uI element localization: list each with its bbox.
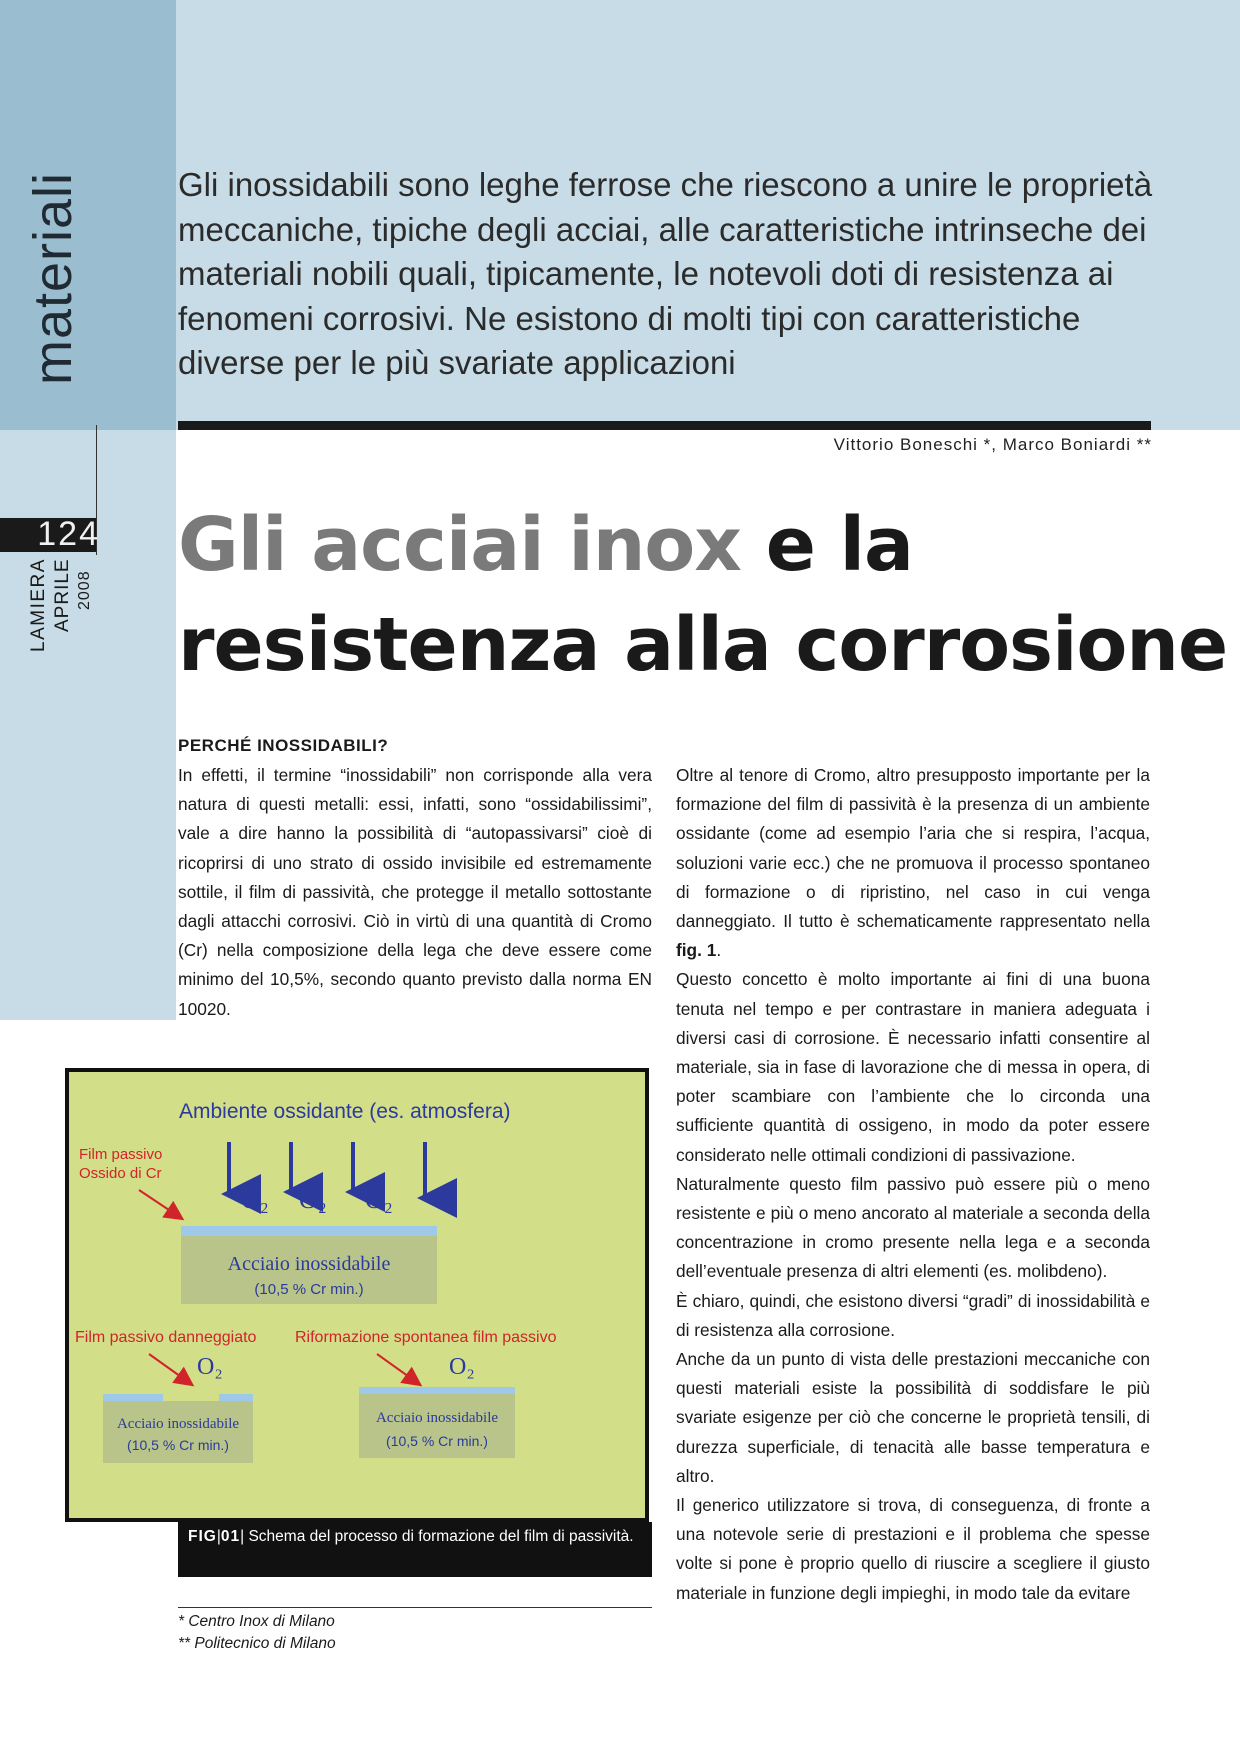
reform-pointer-arrow [377, 1354, 419, 1384]
passivation-diagram-svg [69, 1072, 645, 1518]
body-right-paragraph-2: Questo concetto è molto importante ai fini di una buona tenuta nel tempo e per contrastare in maniera adeguata i diversi casi di corrosione. È necessario infatti consentire al materiale, sia in fase di lavorazione che di messa in opera, di poter scambiare con l’ambiente che lo circonda una sufficiente quantità di ossigeno, in modo da poter essere considerato nelle ottimali condizioni di passivazione. [676, 969, 1150, 1165]
steel-label-reformed: Acciaio inossidabile [375, 1410, 499, 1426]
o2-label-5: O₂ [449, 1354, 475, 1380]
body-text: Oltre al tenore di Cromo, altro presupposto importante per la formazione del film di passività è la presenza di un ambiente ossidante (come ad esempio l’aria che si respira, l’acqua, soluzioni varie ecc.) che ne promuova il processo spontaneo di formazione o di ripristino, nel caso in cui venga danneggiato. Il tutto è schematicamente rappresentato nella [676, 765, 1150, 932]
body-right-paragraph-5: Anche da un punto di vista delle prestazioni meccaniche con questi materiali esiste la possibilità di soddisfare le più svariate esigenze per ciò che concerne le proprietà tensili, di durezza superficiale, di tenacità alle basse temperatura e altro. [676, 1349, 1150, 1486]
film-label-line2: Ossido di Cr [79, 1165, 162, 1182]
o2-label-2: O₂ [299, 1185, 327, 1214]
body-text: . [716, 940, 722, 961]
body-left-paragraph: In effetti, il termine “inossidabili” non corrisponde alla vera natura di questi metalli: essi, infatti, sono “ossidabilissimi”, vale a dire hanno la possibilità di “autopassivarsi” cioè di ricoprirsi di uno strato di ossido invisibile ed estremamente sottile, il film di passività, che protegge il metallo sottostante dagli attacchi corrosivi. Ciò in virtù di una quantità di Cromo (Cr) nella composizione della lega che deve essere come minimo del 10,5%, secondo quanto previsto dalla norma EN 10020. [178, 765, 652, 1019]
steel-sub-damaged: (10,5 % Cr min.) [127, 1437, 229, 1453]
issue-year: 2008 [76, 570, 93, 610]
damaged-film-segment-2 [219, 1394, 253, 1401]
caption-text: Schema del processo di formazione del film di passività. [248, 1528, 634, 1545]
body-right-paragraph-4: È chiaro, quindi, che esistono diversi “gradi” di inossidabilità e di resistenza alla corrosione. [676, 1290, 1150, 1340]
header-rule [178, 421, 1151, 430]
issue-month: APRILE [52, 558, 73, 632]
o2-label-4: O₂ [197, 1354, 223, 1380]
journal-name: LAMIERA [28, 558, 49, 652]
caption-tag: FIG [188, 1528, 217, 1545]
damaged-film-segment-1 [103, 1394, 163, 1401]
film-pointer-arrow [139, 1190, 181, 1218]
title-part-3: resistenza alla corrosione [178, 602, 1228, 688]
article-title [178, 495, 1240, 695]
steel-sub-reformed: (10,5 % Cr min.) [386, 1433, 488, 1449]
figure-reference-link[interactable]: fig. 1 [676, 940, 717, 961]
reformed-film-layer [359, 1387, 515, 1394]
passive-film-layer [181, 1226, 437, 1236]
figure-caption: FIG|01| Schema del processo di formazione del film di passività. [178, 1522, 652, 1577]
section-label: materiali [23, 171, 83, 385]
o2-label-3: O₂ [365, 1185, 393, 1214]
steel-label-damaged: Acciaio inossidabile [116, 1416, 240, 1432]
damaged-pointer-arrow [149, 1354, 191, 1384]
film-label-line1: Film passivo [79, 1146, 163, 1163]
reform-film-label: Riformazione spontanea film passivo [295, 1329, 557, 1346]
body-right-paragraph-3: Naturalmente questo film passivo può essere più o meno resistente e più o meno ancorato al materiale a seconda della concentrazione in cromo presente nella lega e a seconda dell’eventuale presenza di altri elementi (es. molibdeno). [676, 1173, 1150, 1282]
caption-number: 01 [220, 1528, 241, 1545]
body-column-left [178, 761, 652, 1024]
body-right-paragraph-6: Il generico utilizzatore si trova, di conseguenza, di fronte a una notevole serie di prestazioni e il problema che spesse volte si pone è proprio quello di riuscire a scegliere il giusto materiale in funzione degli impieghi, in modo tale da evitare [676, 1495, 1150, 1603]
title-part-2: e la [765, 502, 913, 588]
environment-label: Ambiente ossidante (es. atmosfera) [179, 1100, 511, 1123]
footnote-2: ** Politecnico di Milano [178, 1635, 336, 1652]
figure-passivation-diagram [65, 1068, 649, 1522]
footnote-rule [178, 1607, 652, 1608]
body-column-right [676, 761, 1150, 1608]
authors: Vittorio Boneschi *, Marco Boniardi ** [833, 435, 1152, 454]
body-right-paragraph-1 [676, 761, 1150, 965]
page-number: 124 [37, 515, 100, 553]
steel-sub-main: (10,5 % Cr min.) [254, 1281, 364, 1298]
title-part-1: Gli acciai inox [178, 502, 741, 588]
damaged-film-label: Film passivo danneggiato [75, 1329, 257, 1346]
o2-label-1: O₂ [241, 1185, 269, 1214]
steel-block-damaged [103, 1401, 253, 1463]
lead-paragraph: Gli inossidabili sono leghe ferrose che riescono a unire le proprietà meccaniche, tipiche degli acciai, alle caratteristiche intrinseche dei materiali nobili quali, tipicamente, le notevoli doti di resistenza ai fenomeni corrosivi. Ne esistono di molti tipi con caratteristiche diverse per le più svariate applicazioni [178, 166, 1153, 381]
steel-label-main: Acciaio inossidabile [227, 1253, 391, 1275]
footnote-1: * Centro Inox di Milano [178, 1613, 335, 1630]
section-subhead: PERCHÉ INOSSIDABILI? [178, 736, 389, 755]
